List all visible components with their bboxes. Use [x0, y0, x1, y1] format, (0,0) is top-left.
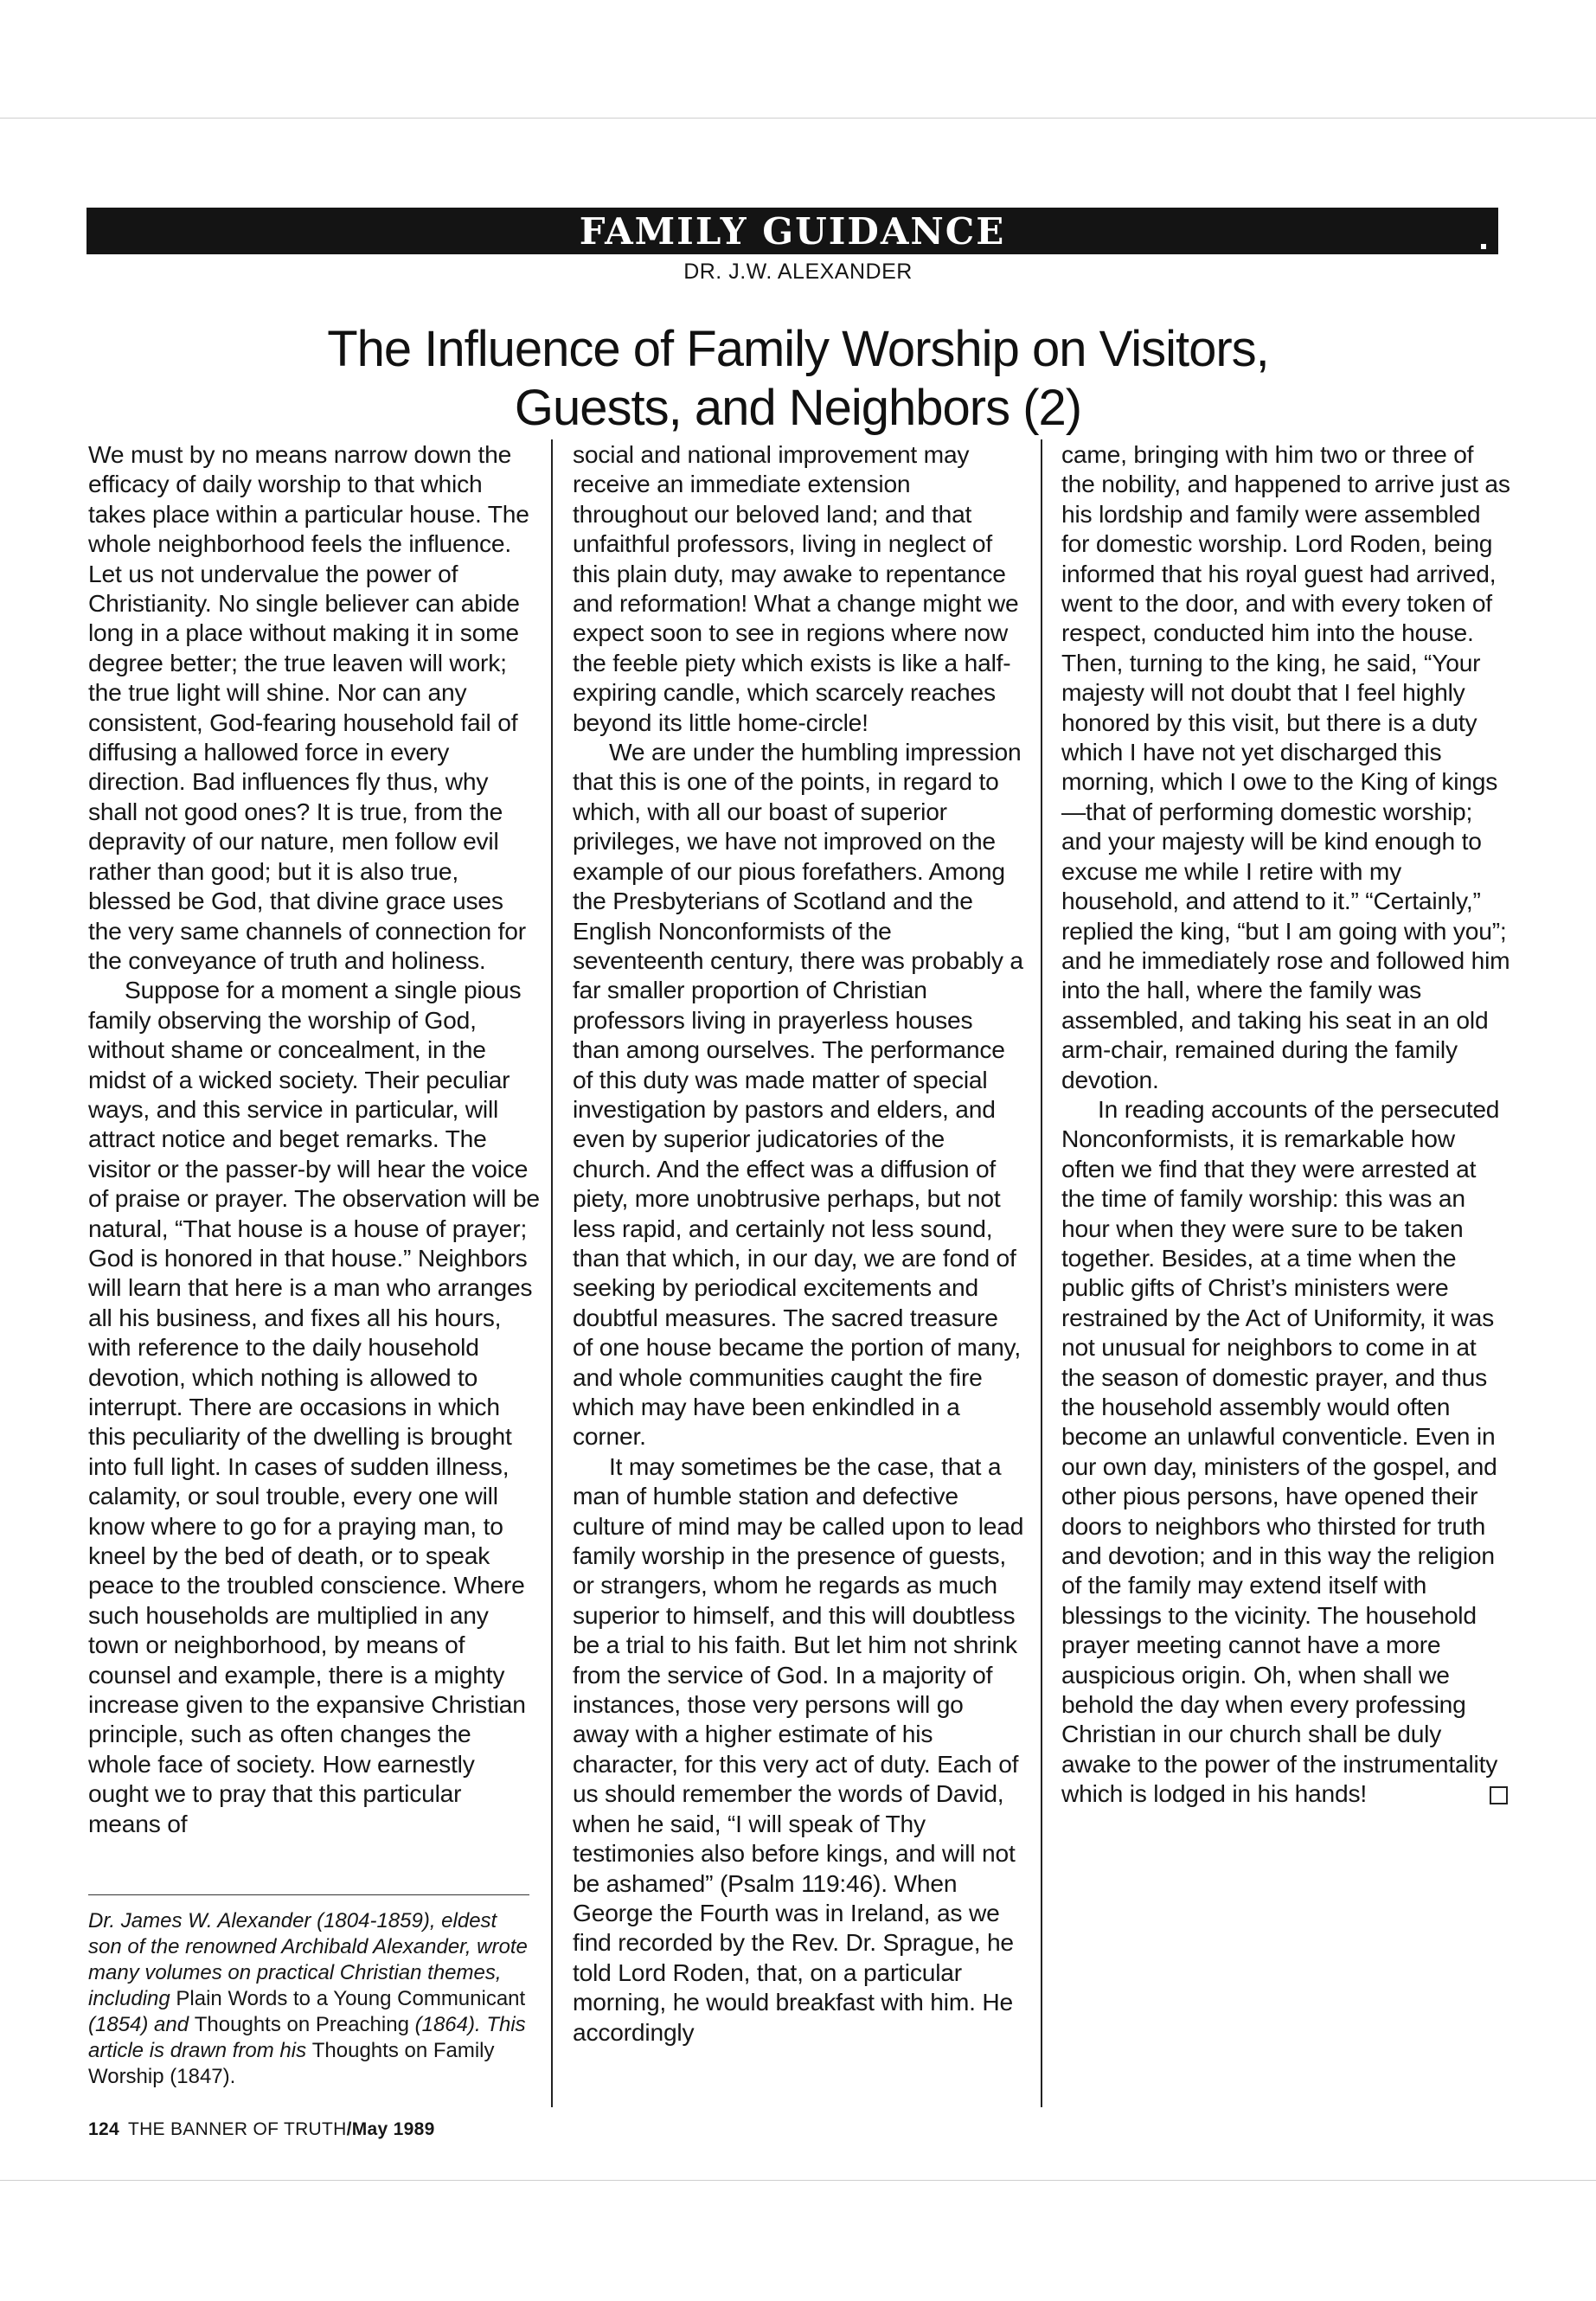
- paragraph: came, bringing with him two or three of the nobility, and happened to arrive just as his lordship and family were assembled for domestic worship. Lord Roden, being informed that his royal guest had arrived, went to the door, and with every token of respect, conducted him into the house. Then, turning to the king, he said, “Your majesty will not doubt that I feel highly honored by this visit, but there is a duty which I have not yet discharged this morning, which I owe to the King of kings—that of performing domestic worship; and your majesty will be kind enough to excuse me while I retire with my household, and attend to it.” “Certainly,” replied the king, “but I am going with you”; and he immediately rose and followed him into the hall, where the family was assembled, and taking his seat in an old arm-chair, remained during the family devotion.: [1061, 440, 1510, 1093]
- bio-book-title: Thoughts on Preaching: [194, 2013, 409, 2036]
- page-footer: [88, 2119, 435, 2140]
- article-title-line-1: The Influence of Family Worship on Visitors,: [327, 321, 1269, 377]
- magazine-name: THE BANNER OF TRUTH: [127, 2119, 347, 2139]
- section-banner: [87, 208, 1498, 254]
- column-3: [1061, 439, 1513, 1809]
- bio-text: Dr. James W. Alexander (1804-1859), eldest son of the renowned Archibald Alexander, wrote many volumes on practical Christian themes, including: [88, 1909, 528, 2010]
- bio-text: (1847).: [170, 2065, 236, 2088]
- column-divider: [1041, 439, 1042, 2107]
- paragraph: [1061, 1094, 1513, 1809]
- paragraph: It may sometimes be the case, that a man of humble station and defective culture of mind may be called upon to lead family worship in the presence of guests, or strangers, whom he regards as much superior to himself, and this will doubtless be a trial to his faith. But let him not shrink from the service of God. In a majority of instances, those very persons will go away with a higher estimate of his character, for this very act of duty. Each of us should remember the words of David, when he said, “I will speak of Thy testimonies also before kings, and will not be ashamed” (Psalm 119:46). When George the Fourth was in Ireland, as we find recorded by the Rev. Dr. Sprague, he told Lord Roden, that, on a particular morning, he would breakfast with him. He accordingly: [573, 1452, 1024, 2046]
- column-1: [88, 439, 540, 1838]
- bio-divider: [88, 1894, 529, 1895]
- issue-date: /May 1989: [346, 2119, 435, 2139]
- end-of-article-icon: [1490, 1786, 1508, 1804]
- article-title: [0, 320, 1596, 438]
- paragraph-text: In reading accounts of the persecuted Nonconformists, it is remarkable how often we find that they were arrested at the time of family worship: this was an hour when they were sure to be taken together. Besides, at a time when the public gifts of Christ’s ministers were restrained by the Act of Uniformity, it was not unusual for neighbors to come in at the season of domestic prayer, and thus the household assembly would often become an unlawful conventicle. Even in our own day, ministers of the gospel, and other pious persons, have opened their doors to neighbors who thirsted for truth and devotion; and in this way the religion of the family may extend itself with blessings to the vicinity. The household prayer meeting cannot have a more auspicious origin. Oh, when shall we behold the day when every professing Christian in our church shall be duly awake to the power of the instrumentality which is lodged in his hands!: [1061, 1094, 1500, 1808]
- paragraph: Suppose for a moment a single pious family observing the worship of God, without shame or concealment, in the midst of a wicked society. Their peculiar ways, and this service in particular, will attract notice and beget remarks. The visitor or the passer-by will hear the voice of praise or prayer. The observation will be natural, “That house is a house of prayer; God is honored in that house.” Neighbors will learn that here is a man who arranges all his business, and fixes all his hours, with reference to the daily household devotion, which nothing is allowed to interrupt. There are occasions in which this peculiarity of the dwelling is brought into full light. In cases of sudden illness, calamity, or soul trouble, every one will know where to go for a praying man, to kneel by the bed of death, or to speak peace to the troubled conscience. Where such households are multiplied in any town or neighborhood, by means of counsel and example, there is a mighty increase given to the expansive Christian principle, such as often changes the whole face of society. How earnestly ought we to pray that this particular means of: [88, 976, 540, 1837]
- section-title: FAMILY GUIDANCE: [579, 209, 1006, 253]
- column-2: [573, 439, 1024, 2047]
- bio-text: (1854) and: [88, 2013, 189, 2036]
- bio-text: (1864). This article is drawn from his: [88, 2013, 526, 2062]
- page-number: 124: [88, 2119, 119, 2139]
- author-bio-note: [88, 1908, 529, 2090]
- banner-corner-mark: [1481, 244, 1486, 249]
- author-byline: DR. J.W. ALEXANDER: [683, 260, 913, 284]
- paragraph: We must by no means narrow down the efficacy of daily worship to that which takes place within a particular house. The whole neighborhood feels the influence. Let us not undervalue the power of Christianity. No single believer can abide long in a place without making it in some degree better; the true leaven will work; the true light will shine. Nor can any consistent, God-fearing household fail of diffusing a hallowed force in every direction. Bad influences fly thus, why shall not good ones? It is true, from the depravity of our nature, men follow evil rather than good; but it is also true, blessed be God, that divine grace uses the very same channels of connection for the conveyance of truth and holiness.: [88, 440, 529, 974]
- bio-book-title: Plain Words to a Young Communicant: [176, 1987, 526, 2010]
- article-title-line-2: Guests, and Neighbors (2): [514, 380, 1082, 436]
- paragraph: We are under the humbling impression that this is one of the points, in regard to which, with all our boast of superior privileges, we have not improved on the example of our pious forefathers. Among the Presbyterians of Scotland and the English Nonconformists of the seventeenth century, there was probably a far smaller proportion of Christian professors living in prayerless houses than among ourselves. The performance of this duty was made matter of special investigation by pastors and elders, and even by superior judicatories of the church. And the effect was a diffusion of piety, more unobtrusive perhaps, but not less rapid, and certainly not less sound, than that which, in our day, we are fond of seeking by periodical excitements and doubtful measures. The sacred treasure of one house became the portion of many, and whole communities caught the fire which may have been enkindled in a corner.: [573, 738, 1023, 1451]
- paragraph: social and national improvement may receive an immediate extension throughout our beloved land; and that unfaithful professors, living in neglect of this plain duty, may awake to repentance and reformation! What a change might we expect soon to see in regions where now the feeble piety which exists is like a half-expiring candle, which scarcely reaches beyond its little home-circle!: [573, 440, 1019, 736]
- bio-book-title: Thoughts on Family Worship: [88, 2039, 495, 2088]
- column-divider: [551, 439, 553, 2107]
